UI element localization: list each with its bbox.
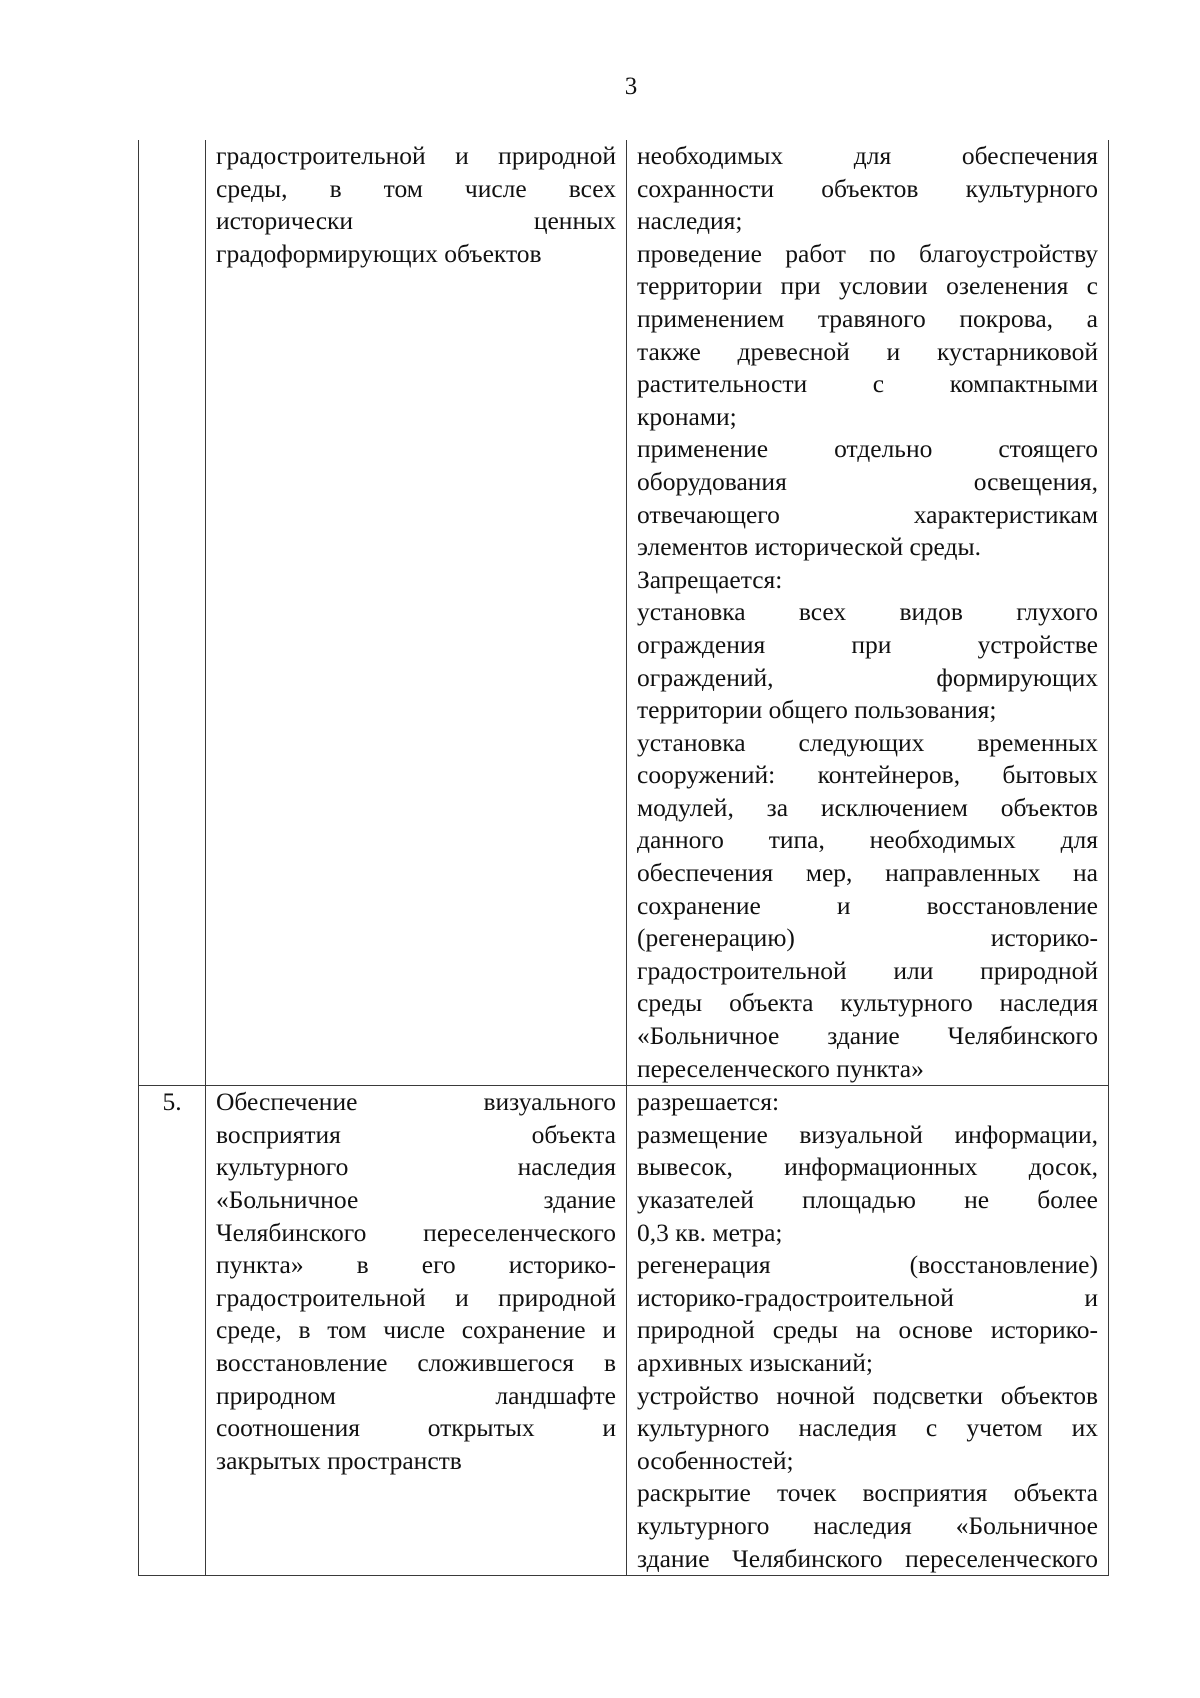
- text-line: установка следующих временных: [637, 727, 1098, 757]
- text-line: разрешается:: [637, 1087, 780, 1117]
- text-line: ограждений, формирующих: [637, 662, 1098, 692]
- text-line: данного типа, необходимых для: [637, 825, 1098, 855]
- text-line: градостроительной и природной: [216, 1282, 616, 1312]
- text-line: (регенерацию) историко-: [637, 923, 1098, 953]
- text-line: архивных изысканий;: [637, 1347, 873, 1377]
- text-line: необходимых для обеспечения: [637, 141, 1098, 170]
- text-line: регенерация (восстановление): [637, 1250, 1098, 1280]
- table-row: [139, 140, 1109, 1086]
- text-line: ограждения при устройстве: [637, 629, 1098, 659]
- text-line: устройство ночной подсветки объектов: [637, 1380, 1098, 1410]
- text-line: сохранности объектов культурного: [637, 173, 1098, 203]
- text-line: здание Челябинского переселенческого: [637, 1543, 1098, 1573]
- text-line: градостроительной и природной: [216, 141, 616, 170]
- text-line: применение отдельно стоящего: [637, 434, 1098, 464]
- text-line: оборудования освещения,: [637, 466, 1098, 496]
- text-line: Запрещается:: [637, 564, 783, 594]
- text-line: указателей площадью не более: [637, 1185, 1098, 1214]
- text-line: среды, в том числе всех: [216, 173, 616, 203]
- text-line: градостроительной или природной: [637, 955, 1098, 985]
- text-line: культурного наследия: [216, 1152, 616, 1182]
- text-line: пункта» в его историко-: [216, 1250, 616, 1280]
- regulation-text-cell: [627, 1086, 1109, 1576]
- text-line: восстановление сложившегося в: [216, 1347, 616, 1377]
- text-line: территории при условии озеленения с: [637, 271, 1098, 301]
- text-line: природной среды на основе историко-: [637, 1315, 1098, 1345]
- text-line: установка всех видов глухого: [637, 597, 1098, 627]
- text-line: историко-градостроительной и: [637, 1282, 1098, 1312]
- regulation-text-cell: [627, 140, 1109, 1086]
- text-line: вывесок, информационных досок,: [637, 1152, 1098, 1182]
- text-line: 0,3 кв. метра;: [637, 1217, 783, 1247]
- text-line: раскрытие точек восприятия объекта: [637, 1478, 1098, 1508]
- text-line: сохранение и восстановление: [637, 890, 1098, 920]
- text-line: Челябинского переселенческого: [216, 1217, 616, 1247]
- text-line: переселенческого пункта»: [637, 1053, 924, 1083]
- text-line: модулей, за исключением объектов: [637, 792, 1098, 822]
- text-line: «Больничное здание Челябинского: [637, 1021, 1098, 1051]
- text-line: градоформирующих объектов: [216, 238, 542, 268]
- text-line: среде, в том числе сохранение и: [216, 1315, 616, 1345]
- text-line: применением травяного покрова, а: [637, 303, 1098, 333]
- text-line: растительности с компактными: [637, 369, 1098, 399]
- text-line: обеспечения мер, направленных на: [637, 858, 1098, 888]
- text-line: культурного наследия с учетом их: [637, 1413, 1098, 1443]
- text-line: особенностей;: [637, 1445, 794, 1475]
- text-line: проведение работ по благоустройству: [637, 238, 1098, 268]
- text-line: сооружений: контейнеров, бытовых: [637, 760, 1098, 790]
- text-line: соотношения открытых и: [216, 1413, 616, 1443]
- text-line: Обеспечение визуального: [216, 1087, 616, 1117]
- page-number: 3: [624, 73, 638, 100]
- text-line: исторически ценных: [216, 206, 616, 236]
- text-line: кронами;: [637, 401, 737, 431]
- text-line: также древесной и кустарниковой: [637, 336, 1098, 366]
- requirement-name-cell: [206, 1086, 627, 1576]
- table-row: [139, 1086, 1109, 1576]
- text-line: «Больничное здание: [216, 1185, 616, 1214]
- row-number-cell: [139, 140, 206, 1086]
- text-line: среды объекта культурного наследия: [637, 988, 1098, 1018]
- text-line: закрытых пространств: [216, 1445, 462, 1475]
- text-line: элементов исторической среды.: [637, 532, 982, 562]
- text-line: культурного наследия «Больничное: [637, 1510, 1098, 1540]
- text-line: размещение визуальной информации,: [637, 1119, 1098, 1149]
- text-line: природном ландшафте: [216, 1380, 616, 1410]
- regulations-table: [138, 140, 1109, 1576]
- text-line: наследия;: [637, 206, 743, 236]
- text-line: отвечающего характеристикам: [637, 499, 1098, 529]
- text-line: территории общего пользования;: [637, 695, 997, 725]
- row-number-cell: 5.: [139, 1086, 206, 1576]
- requirement-name-cell: [206, 140, 627, 1086]
- text-line: восприятия объекта: [216, 1119, 616, 1149]
